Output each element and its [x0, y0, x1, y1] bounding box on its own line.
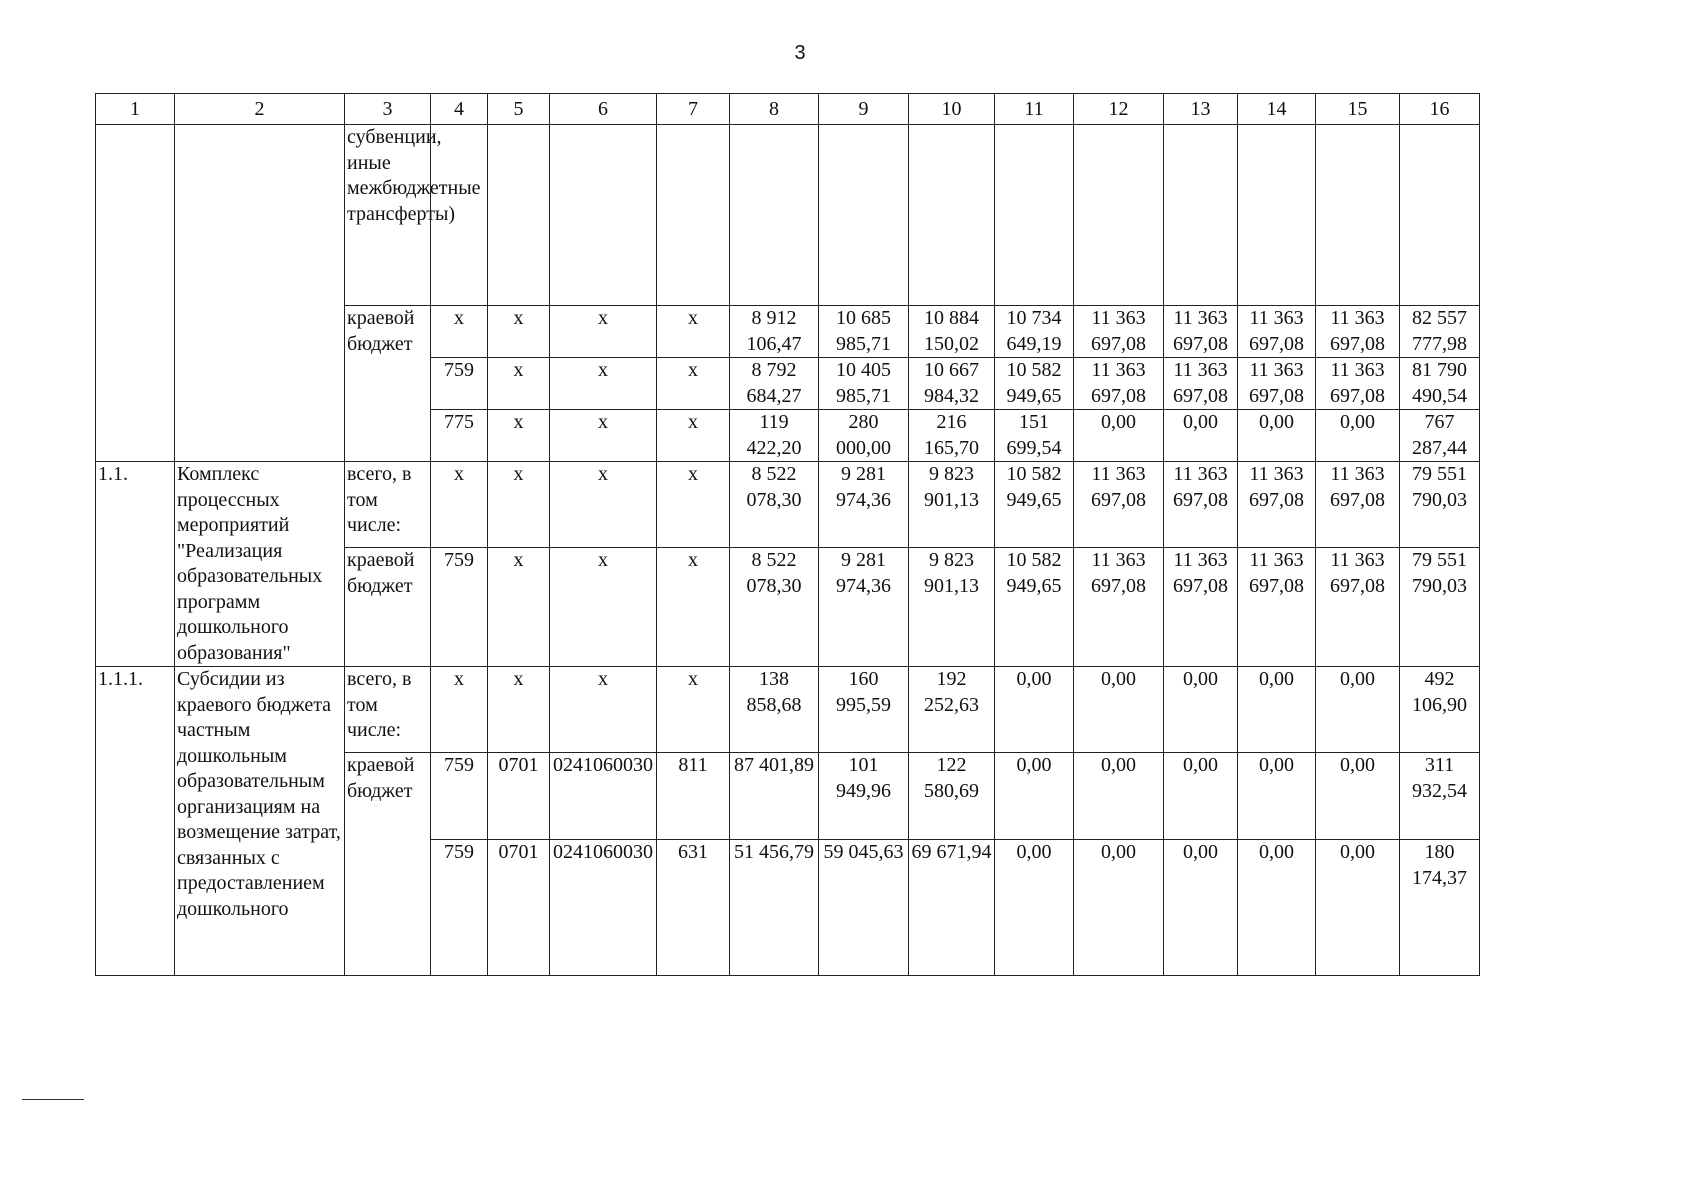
table-cell: х: [657, 410, 730, 462]
row-title-cell: Субсидии из краевого бюджета частным дошкольным образовательным организациям на возмещение затрат, связанных с предоставлением дошкольного: [175, 667, 345, 976]
amount-cell: 0,00: [1316, 753, 1400, 840]
header-cell: 6: [550, 94, 657, 125]
amount-cell: 10 582 949,65: [995, 358, 1074, 410]
table-row: [96, 462, 1480, 548]
table-cell: [488, 125, 550, 306]
amount-cell: 8 522 078,30: [730, 462, 819, 548]
amount-cell: 51 456,79: [730, 840, 819, 976]
amount-cell: 11 363 697,08: [1238, 548, 1316, 667]
amount-cell: 10 582 949,65: [995, 462, 1074, 548]
table-cell: 759: [431, 753, 488, 840]
amount-cell: 160 995,59: [819, 667, 909, 753]
amount-cell: 10 734 649,19: [995, 306, 1074, 358]
amount-cell: 10 884 150,02: [909, 306, 995, 358]
amount-cell: 0,00: [1164, 840, 1238, 976]
amount-cell: 11 363 697,08: [1164, 548, 1238, 667]
table-cell: 0241060030: [550, 753, 657, 840]
table-cell: х: [550, 548, 657, 667]
table-cell: х: [431, 462, 488, 548]
total-cell: 79 551 790,03: [1400, 548, 1480, 667]
amount-cell: 10 667 984,32: [909, 358, 995, 410]
table-row: [96, 125, 1480, 306]
table-cell: [995, 125, 1074, 306]
amount-cell: 11 363 697,08: [1316, 548, 1400, 667]
amount-cell: 101 949,96: [819, 753, 909, 840]
table-cell: [657, 125, 730, 306]
header-cell: 4: [431, 94, 488, 125]
amount-cell: 0,00: [995, 753, 1074, 840]
total-cell: 79 551 790,03: [1400, 462, 1480, 548]
header-cell: 14: [1238, 94, 1316, 125]
table-cell: х: [657, 667, 730, 753]
amount-cell: 11 363 697,08: [1074, 358, 1164, 410]
amount-cell: 9 281 974,36: [819, 462, 909, 548]
header-cell: 16: [1400, 94, 1480, 125]
table-cell: х: [550, 306, 657, 358]
amount-cell: 216 165,70: [909, 410, 995, 462]
table-cell: х: [550, 667, 657, 753]
header-cell: 5: [488, 94, 550, 125]
amount-cell: 69 671,94: [909, 840, 995, 976]
table-cell: [909, 125, 995, 306]
table-cell: х: [657, 548, 730, 667]
amount-cell: 11 363 697,08: [1164, 358, 1238, 410]
amount-cell: 0,00: [1316, 667, 1400, 753]
header-row: [96, 94, 1480, 125]
header-cell: 15: [1316, 94, 1400, 125]
amount-cell: 11 363 697,08: [1316, 306, 1400, 358]
header-cell: 11: [995, 94, 1074, 125]
table-cell: х: [488, 548, 550, 667]
amount-cell: 11 363 697,08: [1074, 548, 1164, 667]
table-cell: х: [488, 306, 550, 358]
budget-table: [95, 93, 1480, 976]
amount-cell: 11 363 697,08: [1074, 306, 1164, 358]
table-cell: х: [488, 358, 550, 410]
table-cell: 759: [431, 840, 488, 976]
amount-cell: 151 699,54: [995, 410, 1074, 462]
table-cell: [1238, 125, 1316, 306]
amount-cell: 192 252,63: [909, 667, 995, 753]
amount-cell: 280 000,00: [819, 410, 909, 462]
amount-cell: 0,00: [1164, 410, 1238, 462]
table-cell: 631: [657, 840, 730, 976]
page-number: 3: [794, 42, 806, 64]
total-cell: 311 932,54: [1400, 753, 1480, 840]
amount-cell: 9 823 901,13: [909, 548, 995, 667]
amount-cell: 9 823 901,13: [909, 462, 995, 548]
header-cell: 13: [1164, 94, 1238, 125]
amount-cell: 0,00: [1238, 753, 1316, 840]
amount-cell: 10 405 985,71: [819, 358, 909, 410]
table-cell: х: [488, 667, 550, 753]
amount-cell: 8 792 684,27: [730, 358, 819, 410]
header-cell: 3: [345, 94, 431, 125]
amount-cell: 122 580,69: [909, 753, 995, 840]
row-number-cell: 1.1.1.: [96, 667, 175, 976]
amount-cell: 10 685 985,71: [819, 306, 909, 358]
header-cell: 7: [657, 94, 730, 125]
header-cell: 10: [909, 94, 995, 125]
header-cell: 8: [730, 94, 819, 125]
table-cell: [819, 125, 909, 306]
amount-cell: 0,00: [1238, 667, 1316, 753]
table-cell: 0701: [488, 753, 550, 840]
row-number-cell: [96, 125, 175, 462]
amount-cell: 59 045,63: [819, 840, 909, 976]
total-cell: 767 287,44: [1400, 410, 1480, 462]
total-cell: 180 174,37: [1400, 840, 1480, 976]
funding-source-cell: краевой бюджет: [345, 548, 431, 667]
table-cell: х: [488, 410, 550, 462]
total-cell: 81 790 490,54: [1400, 358, 1480, 410]
table-cell: х: [550, 358, 657, 410]
funding-source-cell: краевой бюджет: [345, 753, 431, 976]
amount-cell: 138 858,68: [730, 667, 819, 753]
footnote-divider: [22, 1099, 84, 1100]
amount-cell: 11 363 697,08: [1238, 306, 1316, 358]
header-cell: 2: [175, 94, 345, 125]
table-cell: х: [657, 462, 730, 548]
amount-cell: 0,00: [1164, 667, 1238, 753]
amount-cell: 0,00: [1074, 840, 1164, 976]
table-cell: [730, 125, 819, 306]
amount-cell: 11 363 697,08: [1074, 462, 1164, 548]
amount-cell: 119 422,20: [730, 410, 819, 462]
funding-source-cell: всего, в том числе:: [345, 667, 431, 753]
amount-cell: 8 522 078,30: [730, 548, 819, 667]
table-cell: 0241060030: [550, 840, 657, 976]
table-cell: х: [550, 462, 657, 548]
total-cell: 492 106,90: [1400, 667, 1480, 753]
header-cell: 1: [96, 94, 175, 125]
table-cell: 759: [431, 358, 488, 410]
row-number-cell: 1.1.: [96, 462, 175, 667]
total-cell: 82 557 777,98: [1400, 306, 1480, 358]
amount-cell: 0,00: [1238, 410, 1316, 462]
amount-cell: 11 363 697,08: [1316, 358, 1400, 410]
table-cell: 759: [431, 548, 488, 667]
table-cell: [1074, 125, 1164, 306]
amount-cell: 87 401,89: [730, 753, 819, 840]
amount-cell: 0,00: [995, 667, 1074, 753]
header-cell: 12: [1074, 94, 1164, 125]
table-cell: х: [431, 667, 488, 753]
table-cell: [1316, 125, 1400, 306]
amount-cell: 0,00: [1316, 410, 1400, 462]
table-cell: [550, 125, 657, 306]
table-cell: х: [550, 410, 657, 462]
table-cell: 811: [657, 753, 730, 840]
amount-cell: 0,00: [995, 840, 1074, 976]
table-row: [96, 667, 1480, 753]
amount-cell: 11 363 697,08: [1316, 462, 1400, 548]
amount-cell: 0,00: [1316, 840, 1400, 976]
row-title-cell: Комплекс процессных мероприятий "Реализация образовательных программ дошкольного образования": [175, 462, 345, 667]
amount-cell: 9 281 974,36: [819, 548, 909, 667]
funding-source-cell: субвенции, иные межбюджетные трансферты): [345, 125, 431, 306]
table-cell: [1164, 125, 1238, 306]
row-title-cell: [175, 125, 345, 462]
table-cell: 0701: [488, 840, 550, 976]
table-cell: х: [431, 306, 488, 358]
table-cell: х: [657, 358, 730, 410]
amount-cell: 0,00: [1074, 410, 1164, 462]
amount-cell: 11 363 697,08: [1238, 358, 1316, 410]
amount-cell: 11 363 697,08: [1238, 462, 1316, 548]
header-cell: 9: [819, 94, 909, 125]
amount-cell: 0,00: [1164, 753, 1238, 840]
amount-cell: 0,00: [1074, 753, 1164, 840]
amount-cell: 10 582 949,65: [995, 548, 1074, 667]
amount-cell: 11 363 697,08: [1164, 462, 1238, 548]
table-cell: [1400, 125, 1480, 306]
amount-cell: 0,00: [1074, 667, 1164, 753]
table-cell: х: [657, 306, 730, 358]
amount-cell: 11 363 697,08: [1164, 306, 1238, 358]
amount-cell: 8 912 106,47: [730, 306, 819, 358]
funding-source-cell: всего, в том числе:: [345, 462, 431, 548]
table-cell: х: [488, 462, 550, 548]
funding-source-cell: краевой бюджет: [345, 306, 431, 462]
amount-cell: 0,00: [1238, 840, 1316, 976]
table-cell: 775: [431, 410, 488, 462]
